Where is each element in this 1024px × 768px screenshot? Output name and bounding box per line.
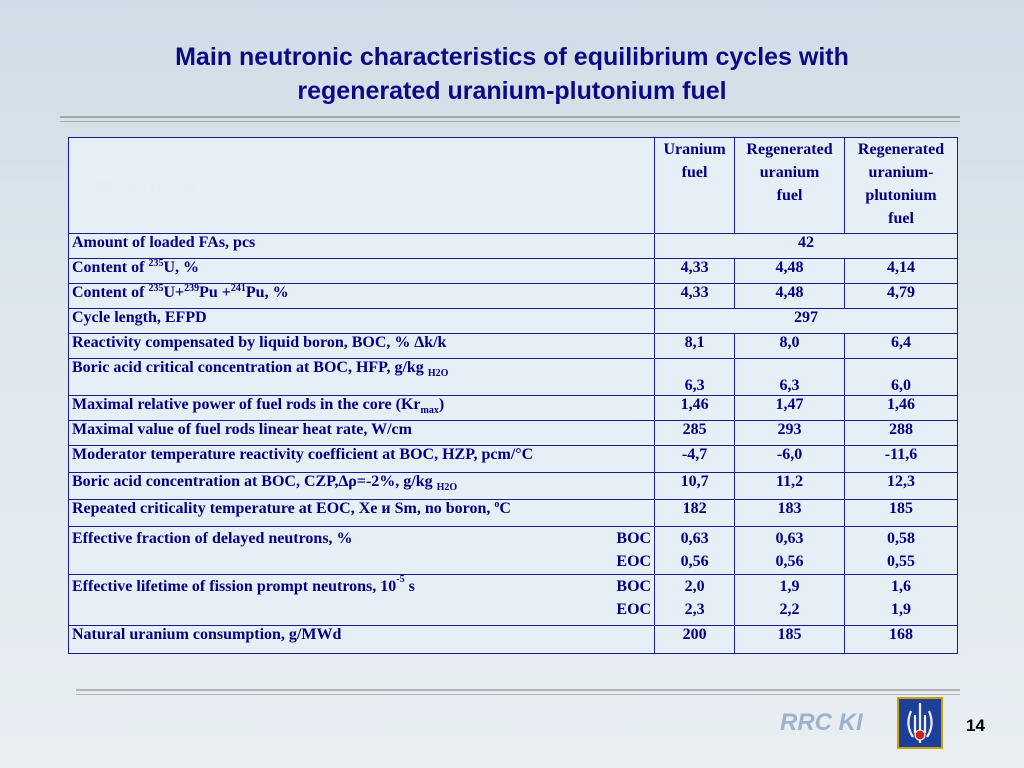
value-uranium: 285 [655, 421, 735, 446]
value-uranium: 4,33 [655, 284, 735, 309]
value-regen-up: 4,14 [845, 259, 958, 284]
value-regen-up: -11,6 [845, 446, 958, 473]
header-row [69, 138, 958, 234]
table-row-boric-critical [69, 359, 958, 396]
header-empty-cell [69, 138, 655, 234]
value-regen-uranium: 293 [735, 421, 845, 446]
title-line-2: regenerated uranium-plutonium fuel [297, 77, 727, 105]
page-number: 14 [966, 716, 985, 735]
value-uranium: 10,7 [655, 473, 735, 500]
page-title [60, 40, 964, 108]
row-label: Reactivity compensated by liquid boron, BOC, % ∆k/k [69, 334, 655, 359]
value-regen-up: 1,46 [845, 396, 958, 421]
row-label: Content of $^{235}$U, % [69, 259, 655, 284]
table-row-fas [69, 234, 958, 259]
value-regen-uranium: 0,63 0,56 [735, 527, 845, 575]
value-regen-up: 4,79 [845, 284, 958, 309]
table-row-cycle-length [69, 309, 958, 334]
value-uranium: 6,3 [655, 359, 735, 396]
row-value-merged: 42 [655, 234, 958, 259]
table-row-boric-czp [69, 473, 958, 500]
value-regen-uranium: 4,48 [735, 284, 845, 309]
value-regen-up: 6,4 [845, 334, 958, 359]
table-row-fissile [69, 284, 958, 309]
value-regen-up: 168 [845, 626, 958, 654]
table-row-prompt-lifetime [69, 575, 958, 626]
brand-label: RRC KI [780, 709, 863, 736]
value-uranium: 4,33 [655, 259, 735, 284]
value-regen-uranium: 4,48 [735, 259, 845, 284]
row-label: Effective fraction of delayed neutrons, % BOC EOC [69, 527, 655, 575]
row-label: Effective lifetime of fission prompt neutrons, $10^{-5}$ s BOC EOC [69, 575, 655, 626]
value-regen-uranium: 6,3 [735, 359, 845, 396]
value-regen-uranium: 185 [735, 626, 845, 654]
row-label: Moderator temperature reactivity coefficient at BOC, HZP, pcm/°C [69, 446, 655, 473]
title-divider [60, 116, 960, 118]
value-uranium: 2,0 2,3 [655, 575, 735, 626]
value-regen-uranium: 1,9 2,2 [735, 575, 845, 626]
value-uranium: 200 [655, 626, 735, 654]
table-row-criticality-temp [69, 500, 958, 527]
row-label: Content of $^{235}$U+$^{239}$Pu +$^{241}$Pu, % [69, 284, 655, 309]
row-label: Boric acid critical concentration at BOC, HFP, g/kg $_{H2O}$ [69, 359, 655, 396]
value-regen-up: 12,3 [845, 473, 958, 500]
row-label: Amount of loaded FAs, pcs [69, 234, 655, 259]
value-uranium: 182 [655, 500, 735, 527]
row-label: Maximal relative power of fuel rods in the core $(Kr_{max})$ [69, 396, 655, 421]
value-regen-up: 288 [845, 421, 958, 446]
table-row-reactivity [69, 334, 958, 359]
table-row-uranium-consumption [69, 626, 958, 654]
characteristics-table [68, 137, 958, 654]
table-row-u235 [69, 259, 958, 284]
value-uranium: 1,46 [655, 396, 735, 421]
table-row-kr-max [69, 396, 958, 421]
value-regen-up: 0,58 0,55 [845, 527, 958, 575]
value-regen-up: 6,0 [845, 359, 958, 396]
row-label: Maximal value of fuel rods linear heat rate, W/cm [69, 421, 655, 446]
table-row-mtc [69, 446, 958, 473]
title-divider-thin [60, 121, 960, 122]
row-label: Cycle length, EFPD [69, 309, 655, 334]
row-value-merged: 297 [655, 309, 958, 334]
value-regen-up: 1,6 1,9 [845, 575, 958, 626]
table-row-heat-rate [69, 421, 958, 446]
value-regen-uranium: 1,47 [735, 396, 845, 421]
value-regen-up: 185 [845, 500, 958, 527]
value-regen-uranium: -6,0 [735, 446, 845, 473]
institute-logo-icon [897, 697, 943, 749]
value-regen-uranium: 8,0 [735, 334, 845, 359]
header-regenerated-uranium-plutonium-fuel: Regenerated uranium- plutonium fuel [845, 138, 958, 234]
table-row-delayed-neutrons [69, 527, 958, 575]
row-label: Repeated criticality temperature at EOC, Xe и Sm, no boron, $^o$C [69, 500, 655, 527]
value-uranium: 0,63 0,56 [655, 527, 735, 575]
value-uranium: 8,1 [655, 334, 735, 359]
header-uranium-fuel: Uranium fuel [655, 138, 735, 234]
value-regen-uranium: 11,2 [735, 473, 845, 500]
row-label: Natural uranium consumption, g/MWd [69, 626, 655, 654]
row-label: Boric acid concentration at BOC, CZP,∆ρ=-2%, g/kg $_{H2O}$ [69, 473, 655, 500]
value-regen-uranium: 183 [735, 500, 845, 527]
ghost-watermark-text: Reduced [96, 176, 198, 203]
value-uranium: -4,7 [655, 446, 735, 473]
footer-divider [76, 689, 960, 691]
header-regenerated-uranium-fuel: Regenerated uranium fuel [735, 138, 845, 234]
title-line-1: Main neutronic characteristics of equilibrium cycles with [175, 43, 849, 71]
footer-divider-thin [76, 694, 960, 695]
